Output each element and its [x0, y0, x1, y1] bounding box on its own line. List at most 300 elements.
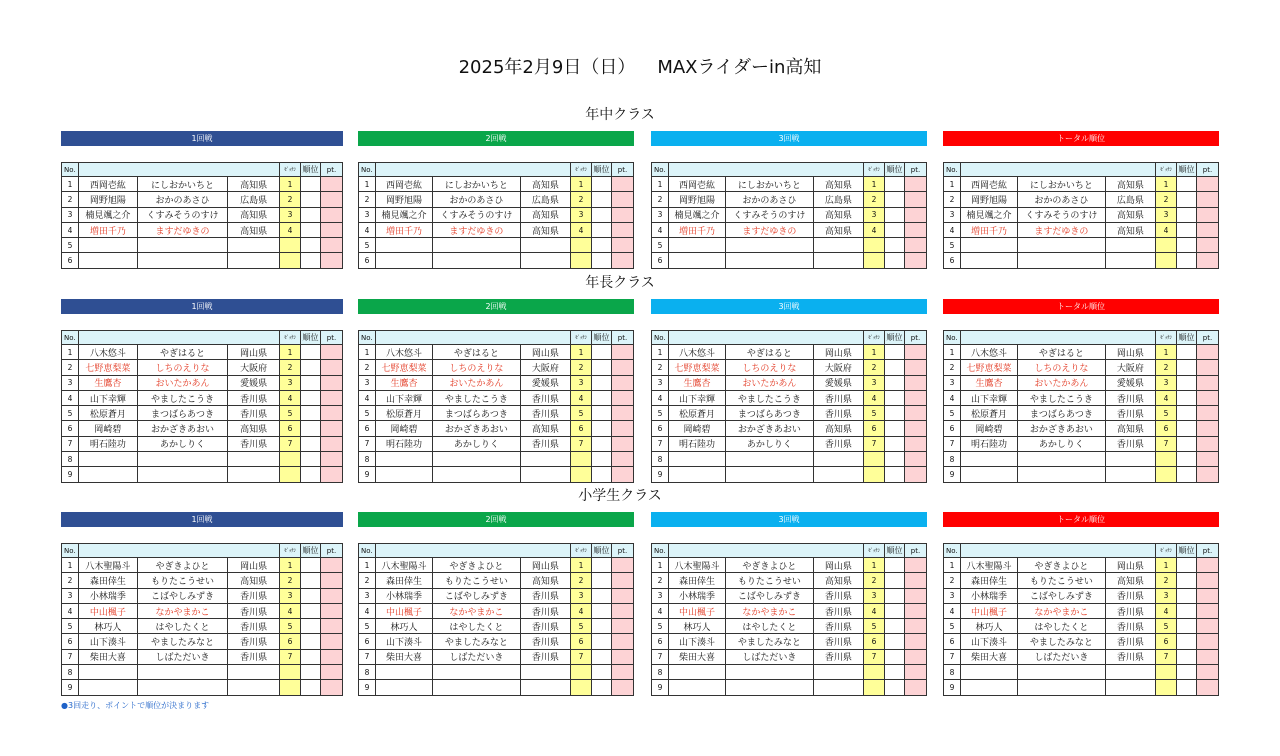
no-column-header: No.: [359, 163, 376, 177]
racer-name: 生鷹杏: [669, 376, 726, 391]
racer-name-kana: やぎきよひと: [1018, 558, 1106, 573]
round1-results-table: [61, 543, 343, 696]
row-number: 9: [359, 680, 376, 695]
zekken-cell: 7: [864, 437, 885, 452]
racer-name: [961, 665, 1018, 680]
points-cell: [321, 376, 343, 391]
racer-name-kana: [138, 680, 229, 695]
racer-name-kana: おかのあさひ: [726, 192, 814, 207]
no-column-header: No.: [359, 331, 376, 345]
racer-name-kana: なかやまかこ: [1018, 604, 1106, 619]
racer-name-kana: もりたこうせい: [138, 573, 229, 588]
racer-name: 生鷹杏: [79, 376, 138, 391]
zekken-cell: [1156, 253, 1177, 268]
round1-header-bar: 1回戦: [61, 299, 343, 314]
racer-prefecture: 高知県: [521, 208, 571, 223]
points-cell: [905, 650, 927, 665]
row-number: 7: [359, 650, 376, 665]
points-cell: [612, 573, 634, 588]
racer-prefecture: [814, 665, 864, 680]
row-number: 1: [359, 345, 376, 360]
zekken-cell: 5: [571, 619, 592, 634]
points-cell: [321, 208, 343, 223]
row-number: 1: [652, 558, 669, 573]
rank-cell: [885, 619, 905, 634]
row-number: 3: [944, 208, 961, 223]
zekken-cell: [1156, 680, 1177, 695]
racer-prefecture: 高知県: [521, 421, 571, 436]
racer-name: [669, 665, 726, 680]
racer-name: 八木聖陽斗: [376, 558, 433, 573]
row-number: 6: [359, 253, 376, 268]
racer-prefecture: 広島県: [228, 192, 280, 207]
row-number: 7: [62, 650, 79, 665]
zekken-cell: 5: [571, 406, 592, 421]
round1-panel: [61, 299, 343, 480]
racer-prefecture: 香川県: [1106, 619, 1156, 634]
points-cell: [1197, 558, 1219, 573]
rank-cell: [1177, 421, 1197, 436]
rank-column-header: 順位: [301, 544, 321, 558]
row-number: 4: [359, 223, 376, 238]
points-cell: [1197, 421, 1219, 436]
row-number: 8: [359, 452, 376, 467]
racer-name-kana: こばやしみずき: [138, 589, 229, 604]
racer-name-kana: [726, 253, 814, 268]
pt-column-header: pt.: [612, 163, 634, 177]
row-number: 4: [652, 604, 669, 619]
racer-prefecture: 香川県: [814, 391, 864, 406]
zekken-cell: 5: [1156, 406, 1177, 421]
zekken-cell: 3: [1156, 376, 1177, 391]
rank-cell: [885, 238, 905, 253]
rank-cell: [1177, 223, 1197, 238]
racer-name: 小林瑞季: [961, 589, 1018, 604]
racer-prefecture: 広島県: [521, 192, 571, 207]
points-cell: [1197, 192, 1219, 207]
points-cell: [321, 238, 343, 253]
racer-name-kana: しちのえりな: [138, 360, 229, 375]
name-column-header: [669, 544, 864, 558]
rank-cell: [301, 177, 321, 192]
racer-name: 山下幸輝: [376, 391, 433, 406]
racer-name-kana: くすみそうのすけ: [1018, 208, 1106, 223]
row-number: 6: [652, 421, 669, 436]
racer-name: 明石陸功: [669, 437, 726, 452]
rank-cell: [592, 406, 612, 421]
racer-name: [961, 238, 1018, 253]
zekken-cell: 3: [280, 589, 301, 604]
zekken-cell: 4: [864, 391, 885, 406]
row-number: 5: [944, 619, 961, 634]
row-number: 4: [944, 391, 961, 406]
rank-cell: [592, 437, 612, 452]
zekken-cell: 6: [571, 421, 592, 436]
racer-name: 小林瑞季: [669, 589, 726, 604]
racer-prefecture: 香川県: [521, 619, 571, 634]
racer-name-kana: [433, 253, 521, 268]
racer-name: 林巧人: [961, 619, 1018, 634]
rank-cell: [1177, 634, 1197, 649]
racer-name: [669, 238, 726, 253]
pt-column-header: pt.: [905, 331, 927, 345]
rank-cell: [301, 558, 321, 573]
racer-name-kana: にしおかいちと: [138, 177, 229, 192]
rank-cell: [301, 619, 321, 634]
racer-prefecture: 香川県: [814, 406, 864, 421]
racer-name-kana: おかのあさひ: [138, 192, 229, 207]
racer-prefecture: [228, 467, 280, 482]
row-number: 1: [62, 558, 79, 573]
racer-name: 松原蒼月: [79, 406, 138, 421]
racer-name-kana: [138, 452, 229, 467]
points-cell: [612, 650, 634, 665]
racer-prefecture: 高知県: [1106, 208, 1156, 223]
zekken-cell: [1156, 467, 1177, 482]
racer-name-kana: にしおかいちと: [1018, 177, 1106, 192]
points-cell: [612, 437, 634, 452]
racer-name: 楠見颯之介: [376, 208, 433, 223]
no-column-header: No.: [62, 163, 79, 177]
zekken-cell: 7: [864, 650, 885, 665]
points-cell: [1197, 604, 1219, 619]
racer-name-kana: やましたこうき: [726, 391, 814, 406]
racer-name-kana: おかのあさひ: [433, 192, 521, 207]
rank-cell: [301, 604, 321, 619]
rank-cell: [592, 177, 612, 192]
rank-cell: [885, 573, 905, 588]
points-cell: [1197, 253, 1219, 268]
no-column-header: No.: [62, 544, 79, 558]
row-number: 6: [62, 253, 79, 268]
rank-cell: [301, 452, 321, 467]
racer-name-kana: おかざきあおい: [726, 421, 814, 436]
no-column-header: No.: [652, 331, 669, 345]
racer-name: 松原蒼月: [376, 406, 433, 421]
racer-prefecture: 香川県: [521, 650, 571, 665]
points-cell: [321, 467, 343, 482]
racer-prefecture: [1106, 238, 1156, 253]
racer-prefecture: 香川県: [814, 634, 864, 649]
points-cell: [1197, 467, 1219, 482]
total-results-table: [943, 543, 1219, 696]
points-cell: [905, 665, 927, 680]
racer-name-kana: [433, 467, 521, 482]
racer-name: 森田倖生: [669, 573, 726, 588]
zekken-cell: 6: [864, 634, 885, 649]
racer-name-kana: やましたこうき: [1018, 391, 1106, 406]
no-column-header: No.: [652, 163, 669, 177]
rank-cell: [885, 406, 905, 421]
zekken-cell: 1: [864, 558, 885, 573]
rank-cell: [885, 634, 905, 649]
round3-panel: [651, 131, 927, 266]
row-number: 6: [944, 421, 961, 436]
row-number: 8: [62, 665, 79, 680]
row-number: 8: [944, 452, 961, 467]
row-number: 3: [62, 589, 79, 604]
row-number: 2: [652, 573, 669, 588]
zekken-column-header: ｾﾞｯｹﾝ: [864, 331, 885, 345]
zekken-column-header: ｾﾞｯｹﾝ: [571, 544, 592, 558]
rank-cell: [1177, 376, 1197, 391]
racer-name: 林巧人: [79, 619, 138, 634]
row-number: 6: [944, 253, 961, 268]
round3-results-table: [651, 543, 927, 696]
zekken-cell: [864, 467, 885, 482]
zekken-cell: [571, 467, 592, 482]
round2-header-bar: 2回戦: [358, 299, 634, 314]
zekken-cell: [280, 238, 301, 253]
racer-name: 明石陸功: [376, 437, 433, 452]
points-cell: [612, 634, 634, 649]
row-number: 4: [652, 391, 669, 406]
points-cell: [321, 573, 343, 588]
rank-cell: [592, 665, 612, 680]
racer-name: 松原蒼月: [961, 406, 1018, 421]
points-cell: [321, 665, 343, 680]
zekken-cell: [571, 238, 592, 253]
zekken-cell: [864, 238, 885, 253]
zekken-column-header: ｾﾞｯｹﾝ: [280, 331, 301, 345]
points-cell: [612, 223, 634, 238]
racer-prefecture: 香川県: [521, 634, 571, 649]
racer-prefecture: 高知県: [228, 573, 280, 588]
row-number: 7: [652, 437, 669, 452]
racer-name: 林巧人: [376, 619, 433, 634]
points-cell: [905, 208, 927, 223]
racer-prefecture: [521, 680, 571, 695]
racer-prefecture: 高知県: [814, 208, 864, 223]
racer-name: 明石陸功: [79, 437, 138, 452]
pt-column-header: pt.: [321, 163, 343, 177]
total-panel: [943, 299, 1219, 480]
row-number: 3: [652, 208, 669, 223]
points-cell: [321, 223, 343, 238]
rank-cell: [301, 208, 321, 223]
racer-prefecture: 高知県: [521, 573, 571, 588]
rank-cell: [592, 223, 612, 238]
zekken-cell: 4: [1156, 391, 1177, 406]
zekken-cell: 1: [864, 177, 885, 192]
row-number: 4: [62, 391, 79, 406]
points-cell: [905, 345, 927, 360]
racer-name: [669, 680, 726, 695]
zekken-cell: [571, 680, 592, 695]
zekken-cell: [864, 665, 885, 680]
zekken-cell: 2: [864, 192, 885, 207]
zekken-cell: 3: [571, 376, 592, 391]
racer-name: 七野恵梨菜: [669, 360, 726, 375]
zekken-cell: 6: [280, 421, 301, 436]
name-column-header: [961, 163, 1156, 177]
zekken-cell: 3: [864, 589, 885, 604]
rank-column-header: 順位: [592, 544, 612, 558]
zekken-cell: 7: [1156, 437, 1177, 452]
round2-header-bar: 2回戦: [358, 131, 634, 146]
rank-column-header: 順位: [1177, 331, 1197, 345]
rank-cell: [885, 421, 905, 436]
name-column-header: [79, 331, 280, 345]
racer-prefecture: 香川県: [1106, 650, 1156, 665]
rank-column-header: 順位: [885, 331, 905, 345]
round2-panel: [358, 131, 634, 266]
racer-prefecture: [1106, 665, 1156, 680]
zekken-cell: 5: [1156, 619, 1177, 634]
points-cell: [1197, 345, 1219, 360]
racer-prefecture: 高知県: [521, 177, 571, 192]
round3-header-bar: 3回戦: [651, 299, 927, 314]
pt-column-header: pt.: [321, 544, 343, 558]
racer-name: [79, 238, 138, 253]
rank-cell: [301, 345, 321, 360]
zekken-cell: 6: [1156, 634, 1177, 649]
points-cell: [905, 467, 927, 482]
rank-cell: [885, 208, 905, 223]
rank-cell: [301, 376, 321, 391]
rank-column-header: 順位: [885, 163, 905, 177]
racer-name: 七野恵梨菜: [79, 360, 138, 375]
name-column-header: [79, 163, 280, 177]
points-cell: [1197, 177, 1219, 192]
rank-cell: [885, 345, 905, 360]
rank-cell: [301, 360, 321, 375]
racer-prefecture: [1106, 452, 1156, 467]
pt-column-header: pt.: [1197, 331, 1219, 345]
racer-name: 岡野旭陽: [79, 192, 138, 207]
row-number: 1: [652, 177, 669, 192]
racer-prefecture: 岡山県: [228, 558, 280, 573]
racer-name: 柴田大喜: [79, 650, 138, 665]
zekken-cell: [864, 452, 885, 467]
row-number: 1: [62, 345, 79, 360]
zekken-cell: 2: [1156, 573, 1177, 588]
zekken-cell: [864, 680, 885, 695]
racer-name-kana: なかやまかこ: [138, 604, 229, 619]
racer-name-kana: [726, 238, 814, 253]
round2-results-table: [358, 162, 634, 269]
rank-cell: [1177, 391, 1197, 406]
racer-prefecture: [521, 467, 571, 482]
no-column-header: No.: [359, 544, 376, 558]
zekken-cell: 7: [1156, 650, 1177, 665]
zekken-cell: 2: [280, 573, 301, 588]
zekken-cell: 4: [1156, 223, 1177, 238]
points-cell: [1197, 665, 1219, 680]
racer-name-kana: しばただいき: [1018, 650, 1106, 665]
points-cell: [1197, 406, 1219, 421]
row-number: 2: [62, 360, 79, 375]
round3-header-bar: 3回戦: [651, 131, 927, 146]
class-section-shogakusei: [0, 488, 1280, 693]
rank-cell: [1177, 345, 1197, 360]
rank-cell: [301, 238, 321, 253]
points-cell: [1197, 573, 1219, 588]
rank-column-header: 順位: [301, 163, 321, 177]
row-number: 1: [944, 345, 961, 360]
row-number: 9: [359, 467, 376, 482]
pt-column-header: pt.: [905, 163, 927, 177]
row-number: 6: [359, 634, 376, 649]
racer-name-kana: くすみそうのすけ: [138, 208, 229, 223]
points-cell: [1197, 650, 1219, 665]
zekken-cell: 5: [280, 619, 301, 634]
rank-cell: [301, 253, 321, 268]
racer-prefecture: 高知県: [521, 223, 571, 238]
rank-cell: [592, 253, 612, 268]
rank-cell: [301, 467, 321, 482]
row-number: 5: [62, 406, 79, 421]
points-cell: [905, 452, 927, 467]
zekken-cell: [280, 680, 301, 695]
no-column-header: No.: [62, 331, 79, 345]
racer-name: 柴田大喜: [669, 650, 726, 665]
points-cell: [321, 192, 343, 207]
round2-results-table: [358, 330, 634, 483]
zekken-cell: 1: [864, 345, 885, 360]
row-number: 6: [62, 421, 79, 436]
racer-name: 西岡壱紘: [961, 177, 1018, 192]
name-column-header: [669, 163, 864, 177]
racer-prefecture: 香川県: [228, 634, 280, 649]
zekken-cell: 1: [571, 177, 592, 192]
racer-name: 山下湊斗: [376, 634, 433, 649]
row-number: 4: [359, 391, 376, 406]
title-date: 2025年2月9日（日）: [458, 57, 636, 78]
zekken-cell: [864, 253, 885, 268]
row-number: 5: [652, 619, 669, 634]
points-cell: [1197, 437, 1219, 452]
racer-prefecture: [1106, 253, 1156, 268]
row-number: 3: [359, 208, 376, 223]
racer-prefecture: 岡山県: [521, 558, 571, 573]
zekken-cell: [280, 665, 301, 680]
racer-name: 楠見颯之介: [961, 208, 1018, 223]
rank-cell: [885, 437, 905, 452]
racer-name: [669, 467, 726, 482]
rank-cell: [301, 665, 321, 680]
round1-results-table: [61, 162, 343, 269]
racer-name: 七野恵梨菜: [376, 360, 433, 375]
zekken-cell: 6: [1156, 421, 1177, 436]
row-number: 2: [944, 192, 961, 207]
round1-header-bar: 1回戦: [61, 512, 343, 527]
rank-cell: [592, 650, 612, 665]
racer-name: 岡崎碧: [669, 421, 726, 436]
racer-prefecture: 香川県: [814, 604, 864, 619]
round2-results-table: [358, 543, 634, 696]
racer-name-kana: あかしりく: [138, 437, 229, 452]
racer-name: 岡崎碧: [79, 421, 138, 436]
racer-prefecture: 岡山県: [1106, 558, 1156, 573]
racer-prefecture: 香川県: [521, 604, 571, 619]
racer-prefecture: 香川県: [814, 650, 864, 665]
points-cell: [612, 192, 634, 207]
zekken-cell: 5: [864, 619, 885, 634]
points-cell: [905, 406, 927, 421]
racer-prefecture: 香川県: [1106, 604, 1156, 619]
row-number: 2: [944, 360, 961, 375]
zekken-column-header: ｾﾞｯｹﾝ: [1156, 331, 1177, 345]
points-cell: [1197, 360, 1219, 375]
points-cell: [321, 360, 343, 375]
racer-prefecture: [814, 452, 864, 467]
rank-cell: [592, 604, 612, 619]
racer-prefecture: 香川県: [228, 604, 280, 619]
rank-cell: [301, 406, 321, 421]
racer-name: 中山楓子: [376, 604, 433, 619]
rank-cell: [592, 452, 612, 467]
